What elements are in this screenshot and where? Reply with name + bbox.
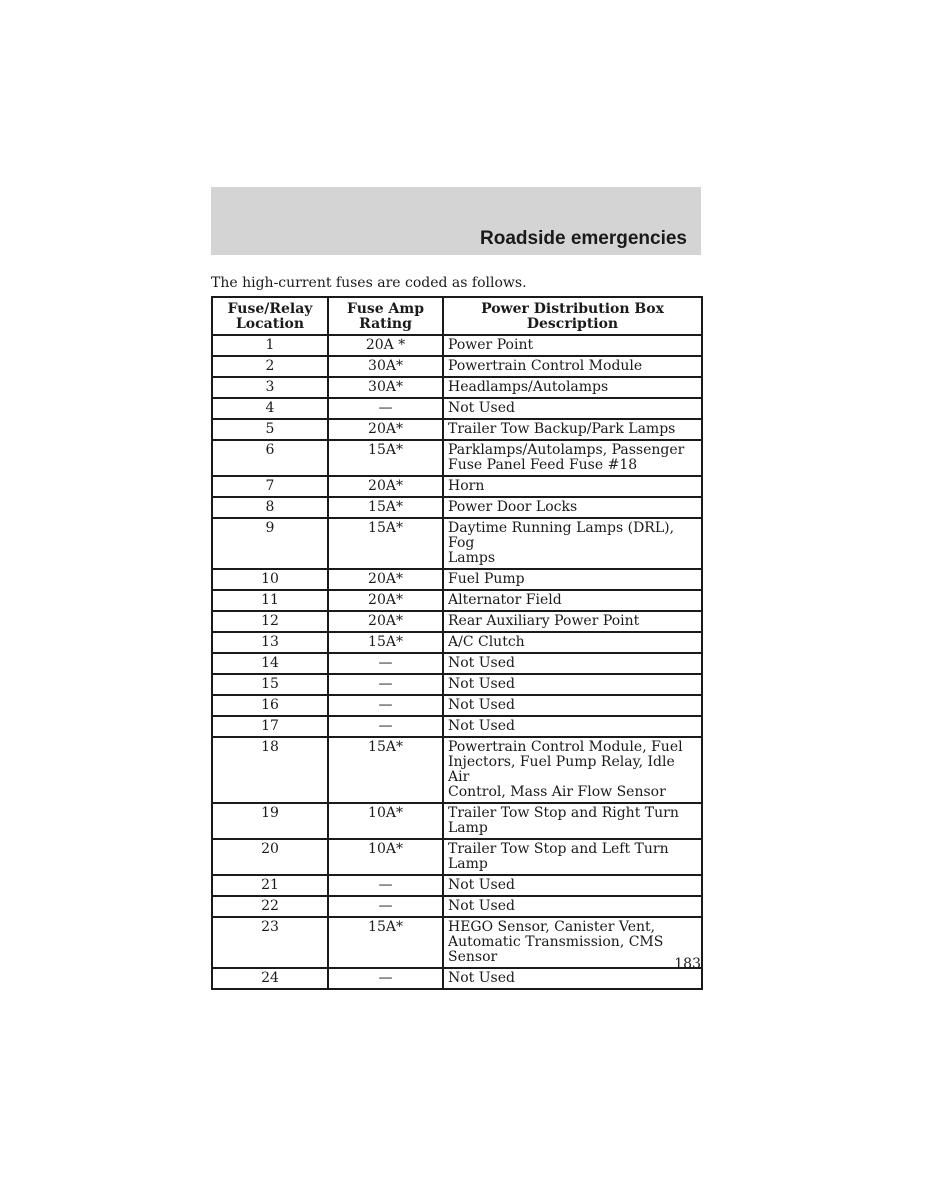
fuse-description-cell: Not Used	[443, 653, 702, 674]
table-row	[212, 968, 702, 989]
table-row	[212, 737, 702, 803]
table-row	[212, 632, 702, 653]
fuse-location-cell: 24	[212, 968, 328, 989]
table-row	[212, 476, 702, 497]
fuse-rating-cell: 10A*	[328, 803, 443, 839]
fuse-location-cell: 13	[212, 632, 328, 653]
fuse-rating-cell: —	[328, 875, 443, 896]
fuse-location-cell: 15	[212, 674, 328, 695]
table-body	[212, 335, 702, 989]
section-header-band	[211, 187, 701, 255]
fuse-location-cell: 12	[212, 611, 328, 632]
table-row	[212, 440, 702, 476]
fuse-description-cell: Alternator Field	[443, 590, 702, 611]
fuse-location-cell: 21	[212, 875, 328, 896]
fuse-rating-cell: 15A*	[328, 518, 443, 569]
fuse-description-cell: Not Used	[443, 968, 702, 989]
fuse-description-cell: HEGO Sensor, Canister Vent, Automatic Transmission, CMS Sensor	[443, 917, 702, 968]
fuse-rating-cell: 15A*	[328, 632, 443, 653]
fuse-description-cell: Trailer Tow Stop and Right Turn Lamp	[443, 803, 702, 839]
table-row	[212, 803, 702, 839]
fuse-location-cell: 6	[212, 440, 328, 476]
fuse-location-cell: 16	[212, 695, 328, 716]
fuse-rating-cell: 20A*	[328, 611, 443, 632]
fuse-rating-cell: —	[328, 398, 443, 419]
table-row	[212, 569, 702, 590]
table-row	[212, 695, 702, 716]
fuse-rating-cell: 15A*	[328, 440, 443, 476]
header-rating: Fuse Amp Rating	[328, 297, 443, 335]
fuse-location-cell: 14	[212, 653, 328, 674]
table-row	[212, 398, 702, 419]
table-header-row	[212, 297, 702, 335]
fuse-description-cell: Powertrain Control Module, Fuel Injectors, Fuel Pump Relay, Idle Air Control, Mass Air Flow Sensor	[443, 737, 702, 803]
fuse-rating-cell: —	[328, 695, 443, 716]
page-number: 183	[674, 956, 701, 972]
fuse-description-cell: Rear Auxiliary Power Point	[443, 611, 702, 632]
table-row	[212, 674, 702, 695]
fuse-description-cell: Headlamps/Autolamps	[443, 377, 702, 398]
fuse-rating-cell: 20A *	[328, 335, 443, 356]
table-row	[212, 419, 702, 440]
fuse-description-cell: Fuel Pump	[443, 569, 702, 590]
fuse-description-cell: Not Used	[443, 695, 702, 716]
table-row	[212, 875, 702, 896]
table-row	[212, 497, 702, 518]
fuse-location-cell: 3	[212, 377, 328, 398]
fuse-description-cell: Not Used	[443, 716, 702, 737]
fuse-rating-cell: 30A*	[328, 356, 443, 377]
header-location: Fuse/Relay Location	[212, 297, 328, 335]
table-row	[212, 377, 702, 398]
fuse-location-cell: 22	[212, 896, 328, 917]
fuse-description-cell: Powertrain Control Module	[443, 356, 702, 377]
fuse-description-cell: Power Point	[443, 335, 702, 356]
fuse-description-cell: Power Door Locks	[443, 497, 702, 518]
fuse-rating-cell: 20A*	[328, 569, 443, 590]
fuse-rating-cell: 10A*	[328, 839, 443, 875]
fuse-rating-cell: 15A*	[328, 737, 443, 803]
fuse-location-cell: 4	[212, 398, 328, 419]
fuse-location-cell: 20	[212, 839, 328, 875]
fuse-description-cell: Not Used	[443, 896, 702, 917]
table-row	[212, 896, 702, 917]
fuse-rating-cell: 20A*	[328, 476, 443, 497]
table-row	[212, 716, 702, 737]
fuse-rating-cell: 20A*	[328, 419, 443, 440]
table-row	[212, 590, 702, 611]
table-row	[212, 518, 702, 569]
fuse-location-cell: 9	[212, 518, 328, 569]
fuse-location-cell: 1	[212, 335, 328, 356]
table-row	[212, 839, 702, 875]
fuse-rating-cell: —	[328, 716, 443, 737]
fuse-description-cell: Horn	[443, 476, 702, 497]
fuse-rating-cell: 15A*	[328, 917, 443, 968]
table-row	[212, 917, 702, 968]
fuse-description-cell: Not Used	[443, 875, 702, 896]
fuse-location-cell: 5	[212, 419, 328, 440]
fuse-location-cell: 11	[212, 590, 328, 611]
fuse-rating-cell: —	[328, 968, 443, 989]
fuse-location-cell: 17	[212, 716, 328, 737]
fuse-location-cell: 7	[212, 476, 328, 497]
fuse-table	[211, 296, 703, 990]
fuse-location-cell: 10	[212, 569, 328, 590]
fuse-location-cell: 8	[212, 497, 328, 518]
fuse-description-cell: Not Used	[443, 398, 702, 419]
section-title: Roadside emergencies	[480, 228, 687, 249]
fuse-description-cell: Not Used	[443, 674, 702, 695]
fuse-rating-cell: 15A*	[328, 497, 443, 518]
table-row	[212, 335, 702, 356]
fuse-rating-cell: —	[328, 896, 443, 917]
fuse-description-cell: Daytime Running Lamps (DRL), Fog Lamps	[443, 518, 702, 569]
fuse-description-cell: Parklamps/Autolamps, Passenger Fuse Panel Feed Fuse #18	[443, 440, 702, 476]
fuse-description-cell: Trailer Tow Backup/Park Lamps	[443, 419, 702, 440]
header-description: Power Distribution Box Description	[443, 297, 702, 335]
fuse-location-cell: 19	[212, 803, 328, 839]
intro-text: The high-current fuses are coded as follows.	[211, 275, 527, 291]
fuse-rating-cell: 20A*	[328, 590, 443, 611]
fuse-location-cell: 2	[212, 356, 328, 377]
fuse-description-cell: A/C Clutch	[443, 632, 702, 653]
fuse-location-cell: 18	[212, 737, 328, 803]
table-row	[212, 611, 702, 632]
fuse-rating-cell: —	[328, 674, 443, 695]
table-row	[212, 356, 702, 377]
table-row	[212, 653, 702, 674]
fuse-location-cell: 23	[212, 917, 328, 968]
fuse-description-cell: Trailer Tow Stop and Left Turn Lamp	[443, 839, 702, 875]
fuse-rating-cell: —	[328, 653, 443, 674]
fuse-rating-cell: 30A*	[328, 377, 443, 398]
